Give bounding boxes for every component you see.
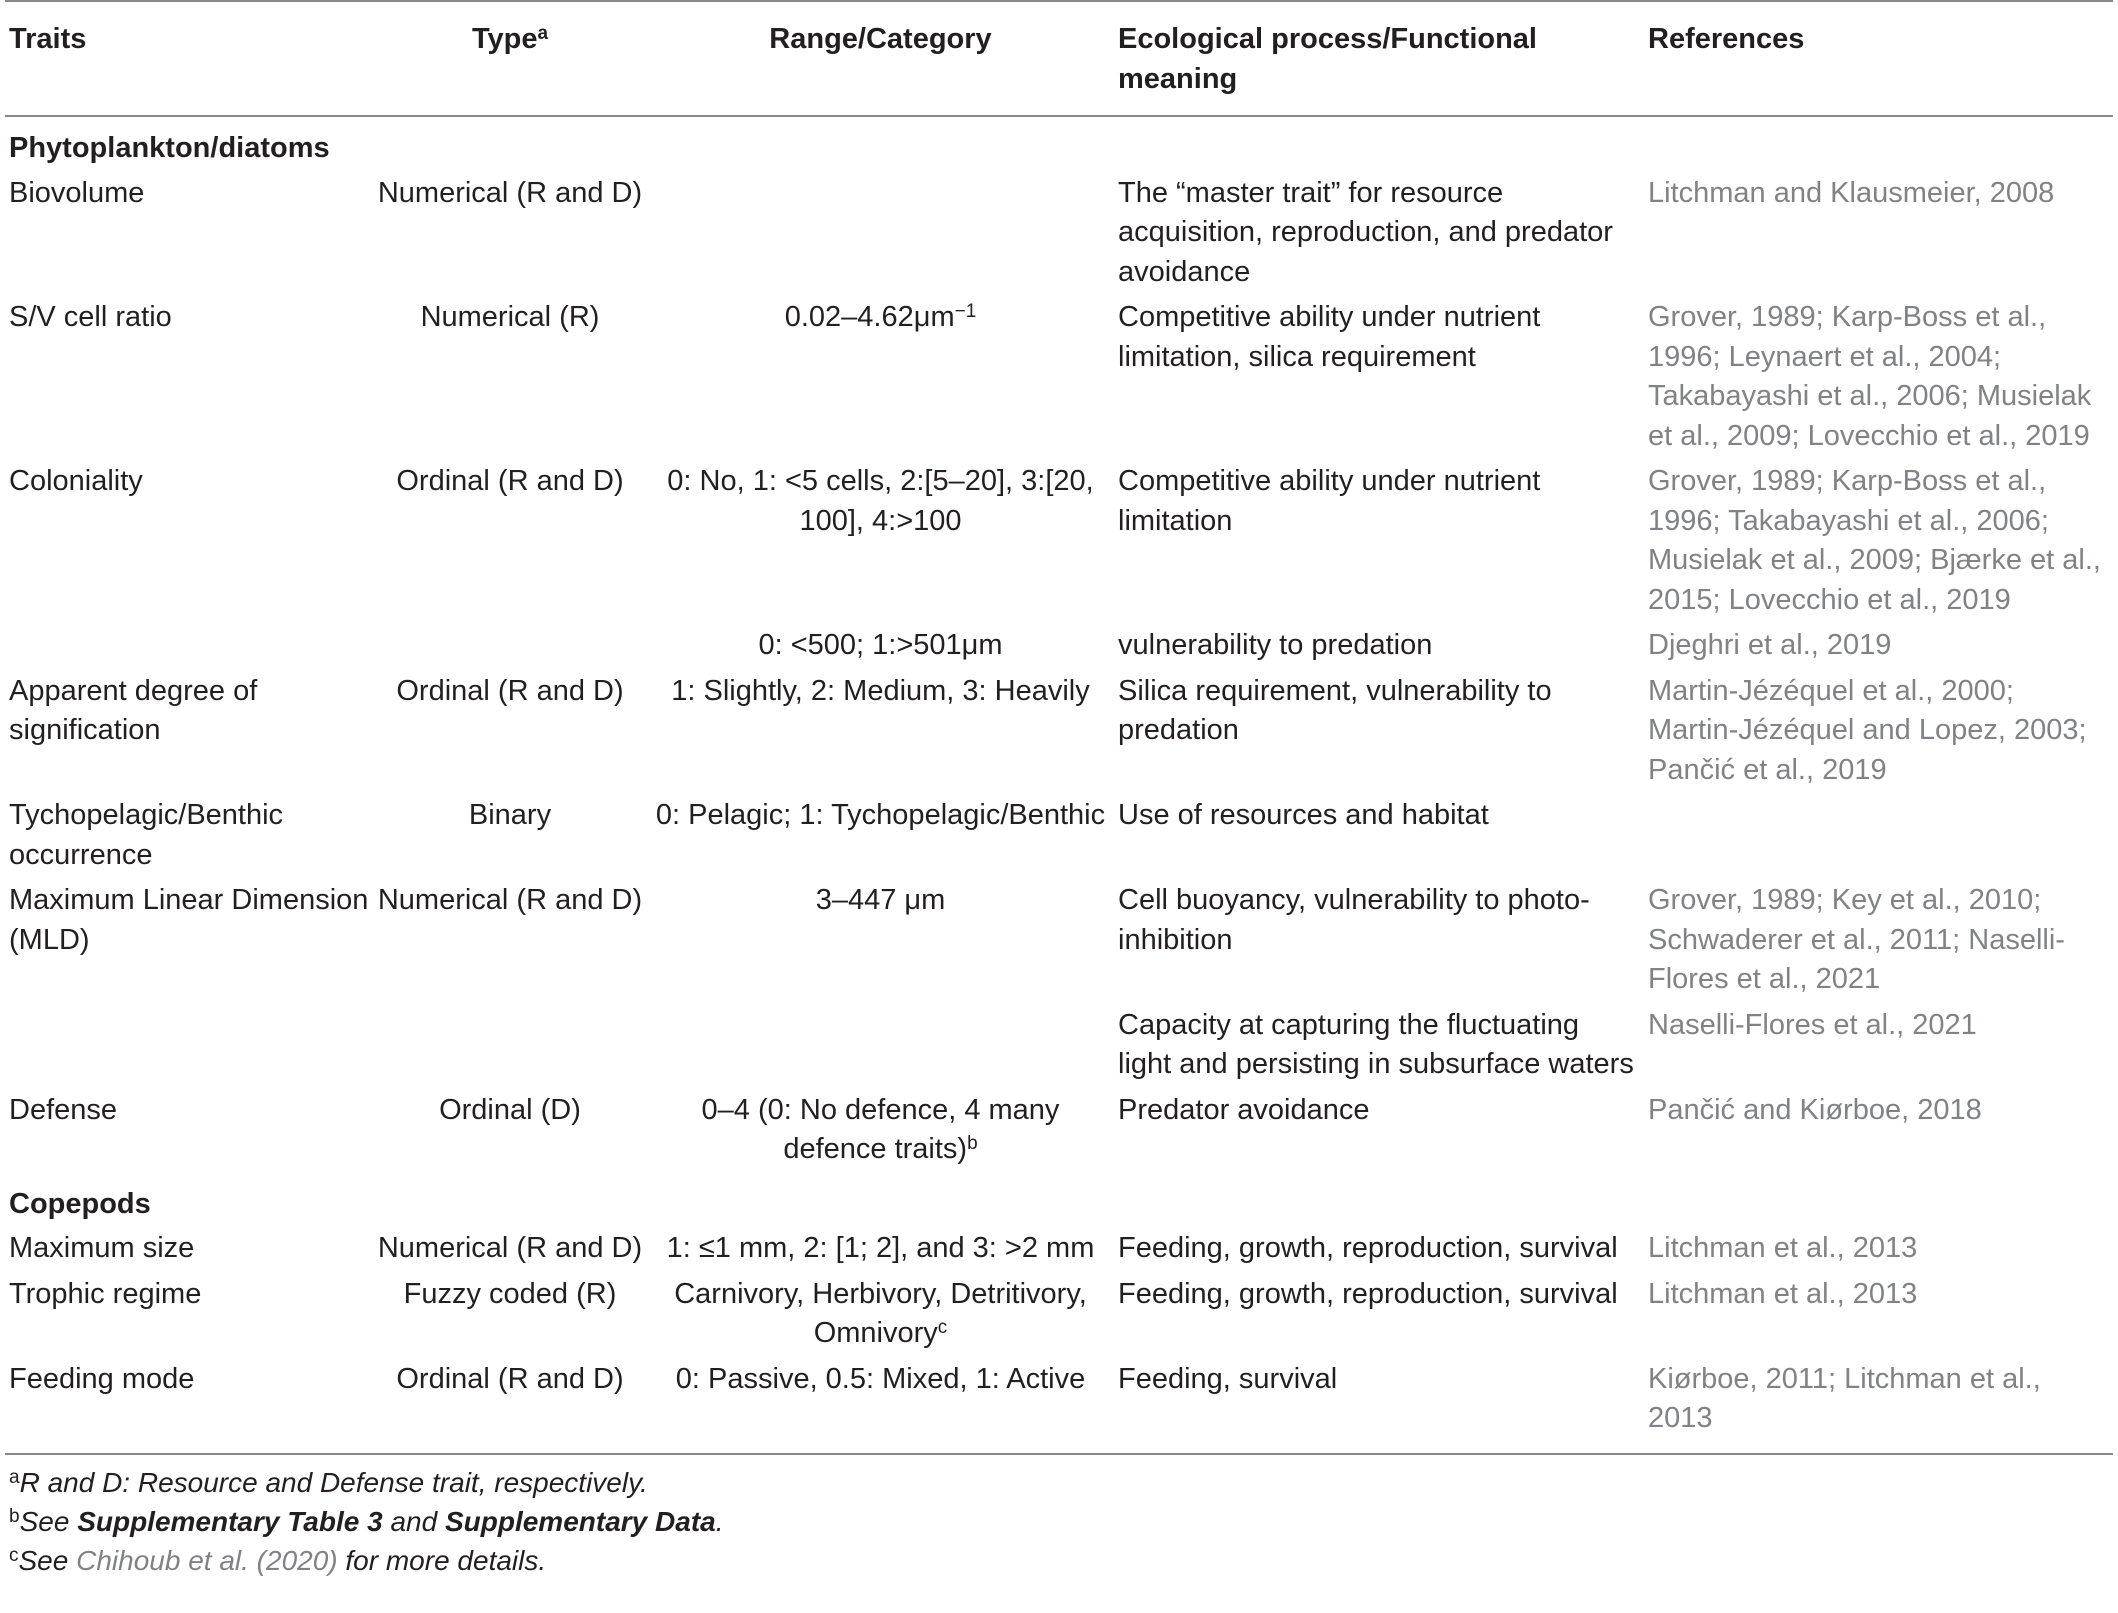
cell-trait: Defense bbox=[9, 1093, 118, 1126]
cell-process: Predator avoidance bbox=[1118, 1093, 1370, 1126]
cell-type: Ordinal (D) bbox=[439, 1093, 581, 1126]
cell-trait: Tychopelagic/Benthic occurrence bbox=[9, 799, 284, 871]
cell-range bbox=[647, 669, 1114, 794]
cell-references: Grover, 1989; Karp-Boss et al., 1996; Leynaert et al., 2004; Takabayashi et al., 2006; Musielak et al., 2009; Lovecchio et al., 2019 bbox=[1648, 301, 2092, 452]
section-title: Phytoplankton/diatoms bbox=[9, 132, 330, 164]
header-traits: Traits bbox=[5, 1, 373, 116]
cell-process: Capacity at capturing the fluctuating light and persisting in subsurface waters bbox=[1118, 1008, 1634, 1080]
cell-type bbox=[373, 623, 647, 669]
range-superscript: c bbox=[937, 1317, 948, 1338]
cell-process: Use of resources and habitat bbox=[1118, 799, 1489, 831]
footnote-c: $^c$See Chihoub et al. (2020) for more details. bbox=[9, 1544, 547, 1576]
table-row bbox=[5, 1226, 2113, 1272]
cell-process: Feeding, growth, reproduction, survival bbox=[1118, 1277, 1618, 1310]
table-row bbox=[5, 669, 2113, 794]
cell-range bbox=[647, 623, 1114, 669]
cell-range bbox=[647, 1226, 1114, 1272]
cell-references: Litchman and Klausmeier, 2008 bbox=[1648, 176, 2055, 209]
table-row bbox=[5, 1003, 2113, 1088]
cell-references bbox=[1644, 793, 2113, 878]
cell-range bbox=[647, 1272, 1114, 1357]
cell-process: Feeding, growth, reproduction, survival bbox=[1118, 1232, 1618, 1264]
table-row bbox=[5, 878, 2113, 1003]
cell-references: Naselli-Flores et al., 2021 bbox=[1648, 1008, 1977, 1041]
traits-table bbox=[5, 0, 2113, 1455]
header-process: Ecological process/Functional meaning bbox=[1114, 1, 1644, 116]
range-text: 0: <500; 1:>501μm bbox=[758, 629, 1003, 661]
cell-range bbox=[647, 459, 1114, 623]
table-row bbox=[5, 459, 2113, 623]
cell-range bbox=[647, 1088, 1114, 1173]
cell-references: Martin-Jézéquel et al., 2000; Martin-Jézéquel and Lopez, 2003; Pančić et al., 2019 bbox=[1648, 674, 2087, 786]
cell-references: Litchman et al., 2013 bbox=[1648, 1277, 1918, 1310]
cell-type: Numerical (R and D) bbox=[377, 176, 643, 209]
cell-trait bbox=[5, 1003, 373, 1088]
footnote-a: $^a$R and D: Resource and Defense trait, respectively. bbox=[9, 1466, 648, 1498]
cell-type: Binary bbox=[468, 799, 552, 831]
table-footnotes bbox=[5, 1455, 2113, 1580]
range-text: Carnivory, Herbivory, Detritivory, Omnivory bbox=[674, 1277, 1087, 1349]
header-references: References bbox=[1644, 1, 2113, 116]
table-row bbox=[5, 295, 2113, 459]
cell-type: Ordinal (R and D) bbox=[396, 465, 624, 497]
table-row bbox=[5, 793, 2113, 878]
footnote-b: $^b$See Supplementary Table 3 and Supplementary Data. bbox=[9, 1505, 724, 1537]
cell-range bbox=[647, 878, 1114, 1003]
cell-type: Ordinal (R and D) bbox=[373, 1357, 647, 1454]
cell-references: Pančić and Kiørboe, 2018 bbox=[1648, 1093, 1982, 1126]
cell-type: Ordinal (R and D) bbox=[396, 674, 624, 707]
cell-range bbox=[647, 171, 1114, 296]
cell-trait: Biovolume bbox=[9, 176, 145, 209]
cell-process: Feeding, survival bbox=[1114, 1357, 1644, 1454]
cell-process: Silica requirement, vulnerability to predation bbox=[1118, 674, 1552, 746]
cell-type: Numerical (R and D) bbox=[377, 1232, 643, 1264]
cell-references: Djeghri et al., 2019 bbox=[1648, 629, 1892, 661]
cell-process: The “master trait” for resource acquisition, reproduction, and predator avoidance bbox=[1118, 176, 1613, 288]
cell-process: vulnerability to predation bbox=[1118, 629, 1433, 661]
range-text: 0: Pelagic; 1: Tychopelagic/Benthic bbox=[655, 799, 1106, 831]
cell-process: Competitive ability under nutrient limitation bbox=[1118, 465, 1541, 537]
cell-range bbox=[647, 1003, 1114, 1088]
range-text: 0.02–4.62μm bbox=[784, 301, 955, 333]
cell-process: Cell buoyancy, vulnerability to photo-inhibition bbox=[1118, 884, 1590, 956]
range-text: 1: ≤1 mm, 2: [1; 2], and 3: >2 mm bbox=[666, 1232, 1095, 1264]
cell-references: Grover, 1989; Key et al., 2010; Schwaderer et al., 2011; Naselli-Flores et al., 2021 bbox=[1648, 884, 2065, 995]
table-row bbox=[5, 1088, 2113, 1173]
table-row bbox=[5, 171, 2113, 296]
section-row bbox=[5, 1173, 2113, 1227]
range-text: 1: Slightly, 2: Medium, 3: Heavily bbox=[671, 674, 1090, 707]
table-row bbox=[5, 1272, 2113, 1357]
range-text: 0: No, 1: <5 cells, 2:[5–20], 3:[20, 100], 4:>100 bbox=[667, 465, 1094, 537]
section-title: Copepods bbox=[9, 1187, 151, 1220]
cell-trait: Coloniality bbox=[9, 465, 143, 497]
table-row bbox=[5, 623, 2113, 669]
table-header bbox=[5, 1, 2113, 116]
cell-trait: Maximum Linear Dimension (MLD) bbox=[9, 884, 369, 956]
cell-trait bbox=[5, 623, 373, 669]
footnote-c-link[interactable]: Chihoub et al. (2020) bbox=[76, 1544, 338, 1576]
cell-range bbox=[647, 295, 1114, 459]
header-range: Range/Category bbox=[647, 1, 1114, 116]
cell-range bbox=[647, 793, 1114, 878]
table-row bbox=[5, 1357, 2113, 1454]
cell-trait: Feeding mode bbox=[5, 1357, 373, 1454]
cell-references: Litchman et al., 2013 bbox=[1648, 1232, 1918, 1264]
cell-trait: S/V cell ratio bbox=[9, 301, 172, 333]
range-superscript: b bbox=[967, 1133, 978, 1154]
range-text: 0–4 (0: No defence, 4 many defence traits) bbox=[701, 1093, 1060, 1165]
range-superscript: −1 bbox=[954, 301, 977, 322]
cell-process: Competitive ability under nutrient limitation, silica requirement bbox=[1118, 301, 1541, 373]
cell-type bbox=[373, 1003, 647, 1088]
range-text: 3–447 μm bbox=[815, 884, 946, 916]
cell-trait: Trophic regime bbox=[9, 1277, 202, 1310]
cell-trait: Apparent degree of signification bbox=[9, 674, 258, 746]
cell-type: Numerical (R) bbox=[420, 301, 600, 333]
cell-references: Grover, 1989; Karp-Boss et al., 1996; Takabayashi et al., 2006; Musielak et al., 2009; Bjærke et al., 2015; Lovecchio et al., 2019 bbox=[1648, 465, 2101, 616]
table-body bbox=[5, 116, 2113, 1454]
range-text: 0: Passive, 0.5: Mixed, 1: Active bbox=[675, 1362, 1086, 1395]
cell-references: Kiørboe, 2011; Litchman et al., 2013 bbox=[1644, 1357, 2113, 1454]
header-type: Type$^a$ bbox=[373, 1, 647, 116]
section-row bbox=[5, 116, 2113, 171]
cell-type: Fuzzy coded (R) bbox=[403, 1277, 617, 1310]
cell-type: Numerical (R and D) bbox=[377, 884, 643, 916]
cell-trait: Maximum size bbox=[9, 1232, 195, 1264]
cell-range bbox=[647, 1357, 1114, 1454]
